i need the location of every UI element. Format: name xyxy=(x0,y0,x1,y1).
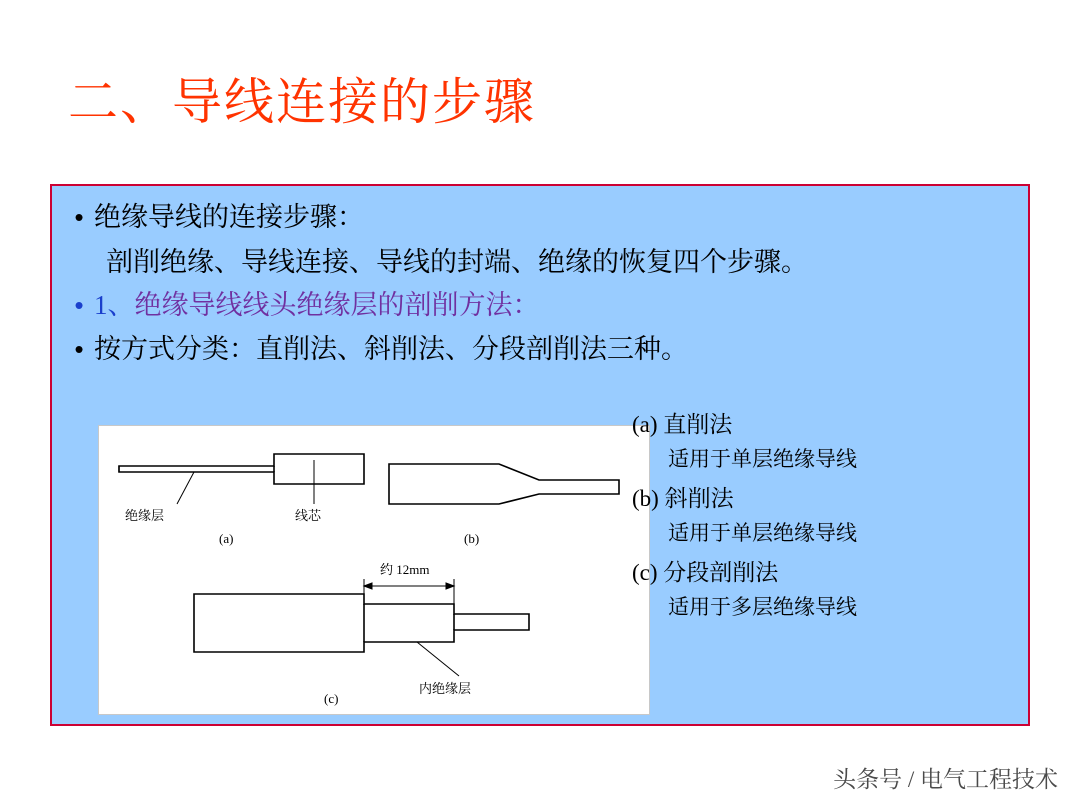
legend-name: 直削法 xyxy=(663,412,733,437)
content-box xyxy=(50,184,1030,726)
bullet-subtext: 剖削绝缘、导线连接、导线的封端、绝缘的恢复四个步骤。 xyxy=(106,247,808,277)
bullet-label: 绝缘导线线头绝缘层的剖削方法： xyxy=(134,290,540,320)
wire-stripping-diagram xyxy=(98,425,650,715)
figure-caption-a: (a) xyxy=(219,531,234,546)
list-item xyxy=(64,328,1020,370)
figure-caption-b: (b) xyxy=(464,531,480,546)
legend-name: 斜削法 xyxy=(664,486,734,511)
legend-heading xyxy=(632,556,1022,590)
legend-key: (b) xyxy=(632,486,659,511)
bullet-marker: • xyxy=(74,202,84,232)
legend-note: 适用于单层绝缘导线 xyxy=(668,521,857,545)
label-dimension: 约 12mm xyxy=(380,562,430,577)
label-inner-insulation: 内绝缘层 xyxy=(419,681,472,696)
legend-note: 适用于多层绝缘导线 xyxy=(668,595,857,619)
legend-key: (c) xyxy=(632,560,658,585)
legend-item xyxy=(632,556,1022,624)
figure-caption-c: (c) xyxy=(324,691,339,706)
diagram-svg xyxy=(99,426,649,714)
watermark: 头条号 / 电气工程技术 xyxy=(833,767,1058,792)
label-core: 线芯 xyxy=(295,508,322,523)
bullet-text: 绝缘导线的连接步骤： xyxy=(94,202,364,232)
legend-note: 适用于单层绝缘导线 xyxy=(668,447,857,471)
bullet-text xyxy=(94,284,540,326)
legend-heading xyxy=(632,408,1022,442)
legend-key: (a) xyxy=(632,412,658,437)
list-item xyxy=(64,196,1020,238)
legend-name: 分段剖削法 xyxy=(663,560,779,585)
method-legend xyxy=(632,408,1022,630)
legend-item xyxy=(632,482,1022,550)
bullet-list xyxy=(64,196,1020,372)
bullet-text: 按方式分类：直削法、斜削法、分段剖削法三种。 xyxy=(94,334,688,364)
label-insulation: 绝缘层 xyxy=(125,508,165,523)
list-item xyxy=(64,284,1020,326)
legend-heading xyxy=(632,482,1022,516)
page-title: 二、导线连接的步骤 xyxy=(68,74,536,130)
bullet-marker: • xyxy=(74,290,84,320)
legend-item xyxy=(632,408,1022,476)
bullet-prefix: 1、 xyxy=(94,290,135,320)
bullet-marker: • xyxy=(74,334,84,364)
